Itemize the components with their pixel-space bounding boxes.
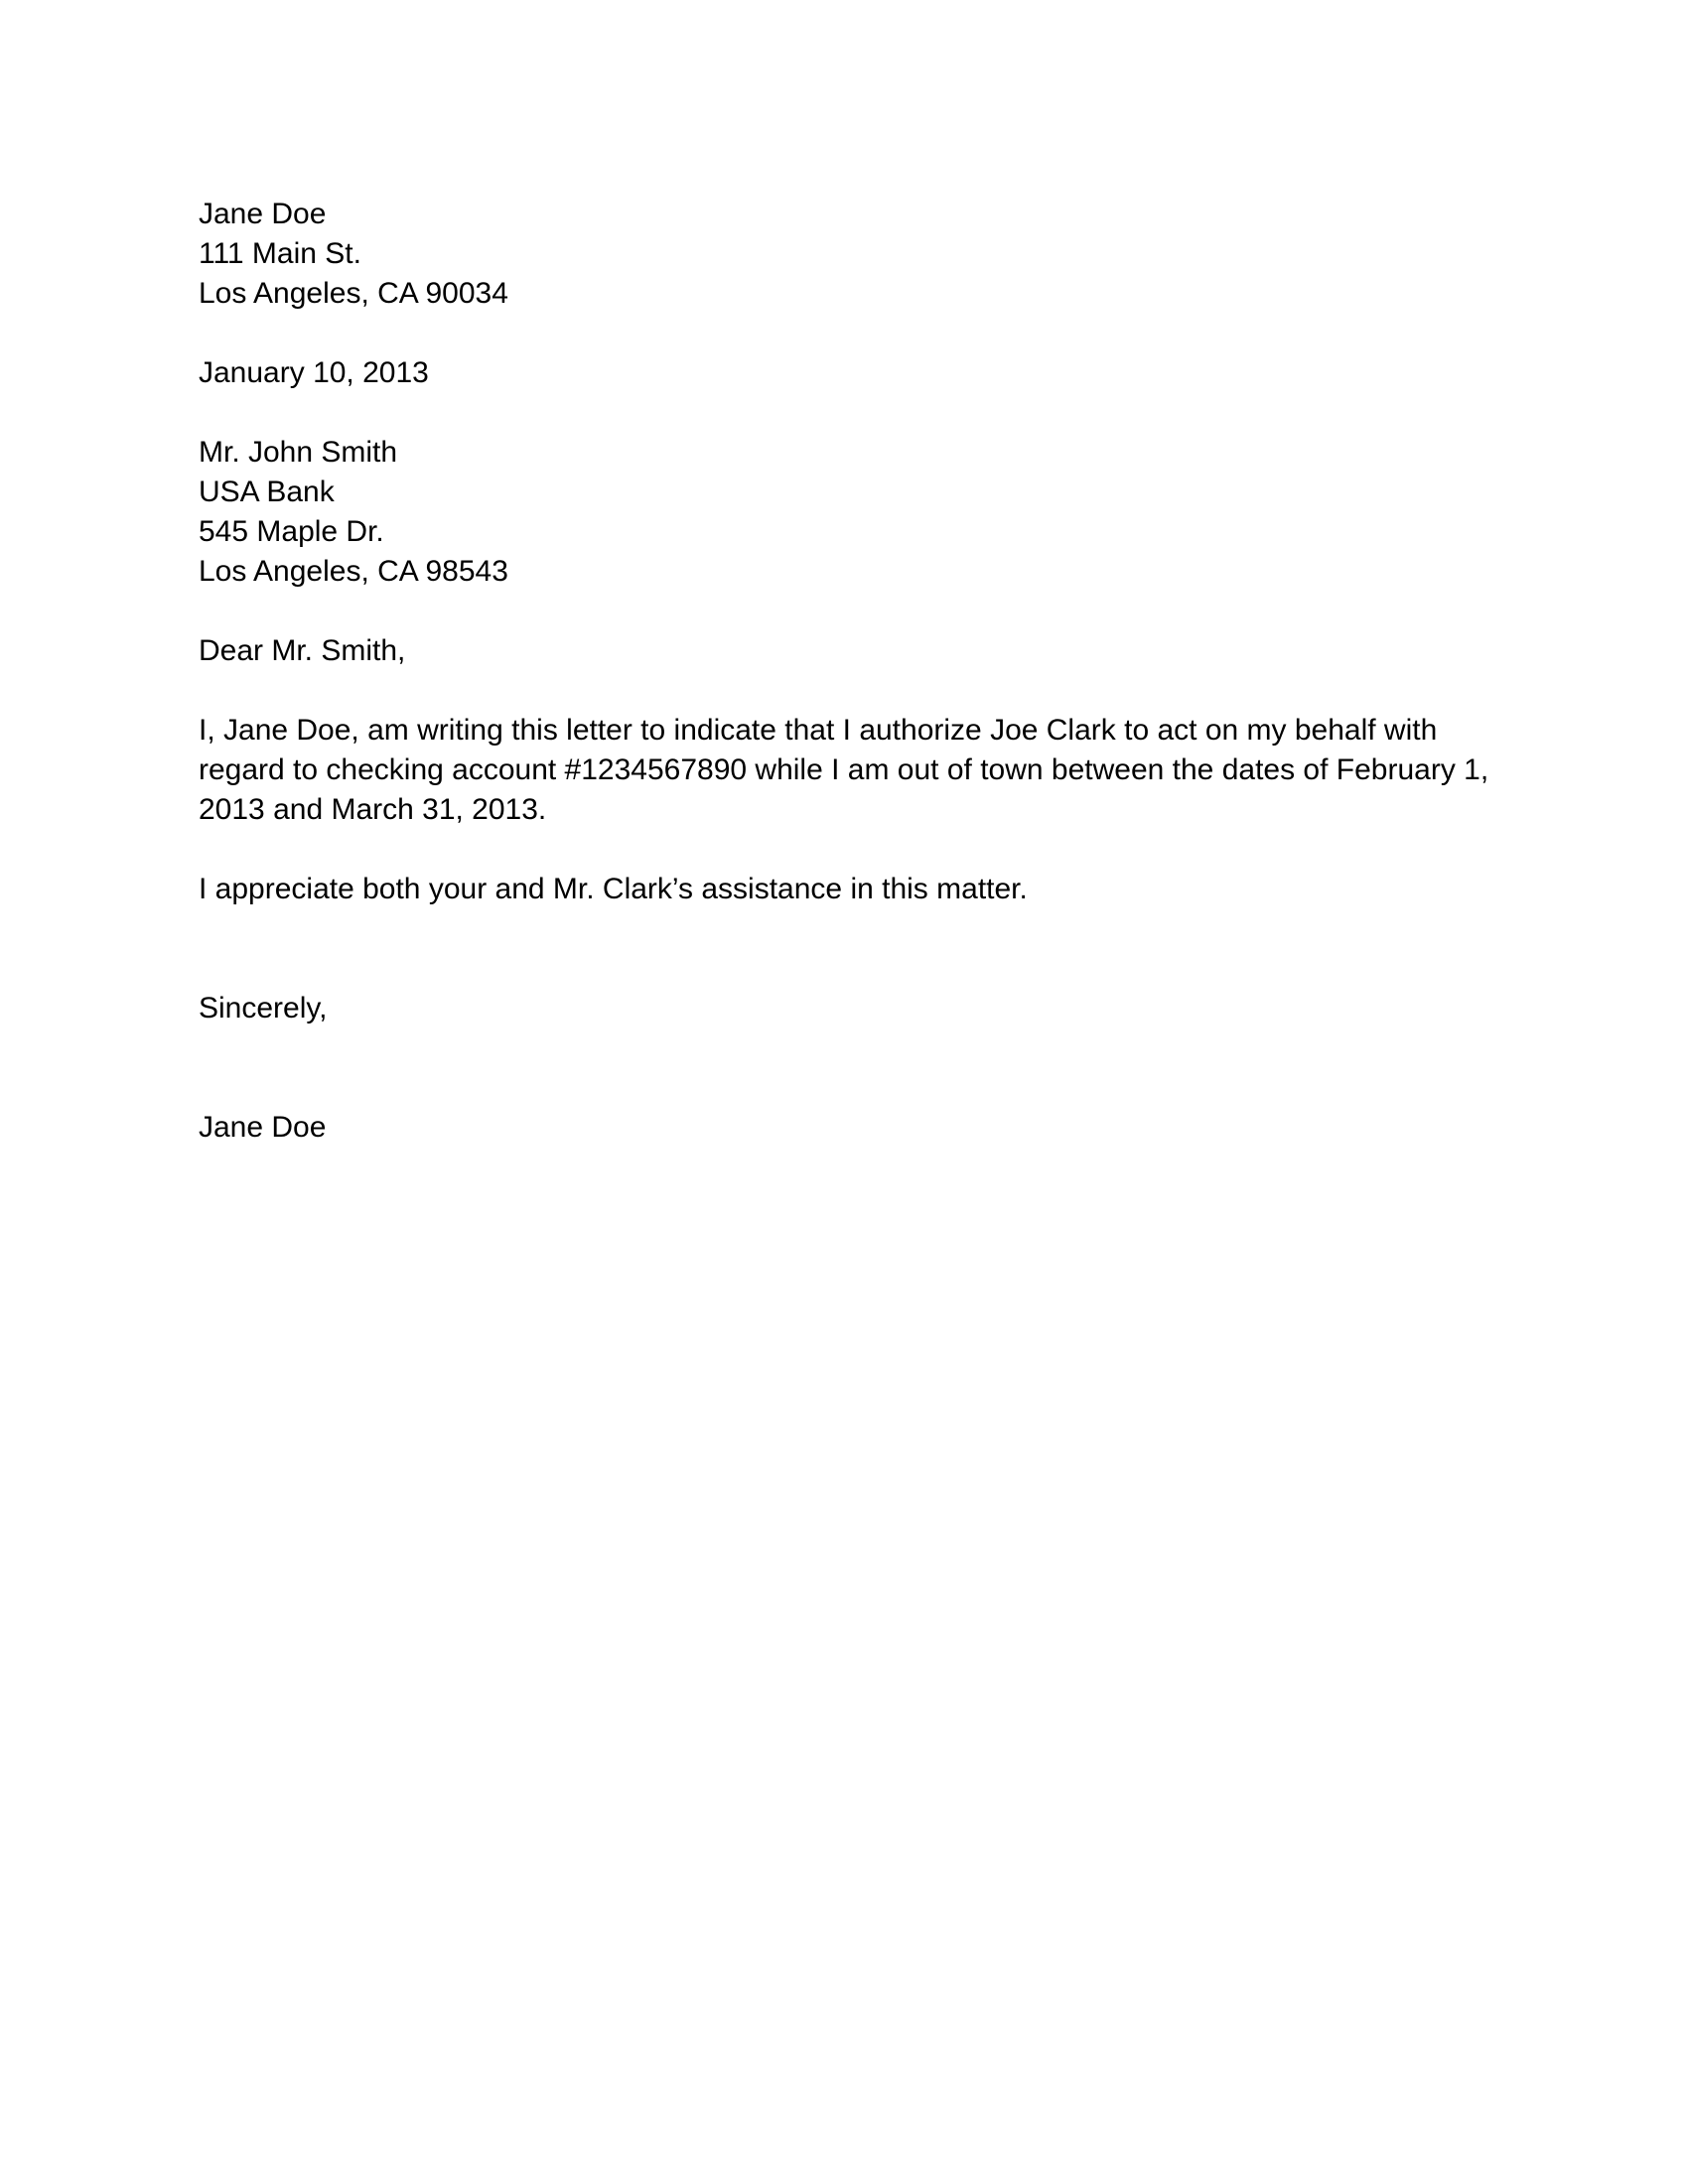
closing: Sincerely,: [199, 992, 328, 1024]
date-block: [199, 353, 1489, 393]
recipient-street: 545 Maple Dr.: [199, 515, 384, 548]
body-paragraph-1: I, Jane Doe, am writing this letter to indicate that I authorize Joe Clark to act on my behalf with regard to checking account #1234567890 while I am out of town between the dates of February 1, 2013 and March 31, 2013.: [199, 714, 1489, 826]
closing-block: [199, 989, 1489, 1028]
signature-name: Jane Doe: [199, 1111, 327, 1144]
letter-date: January 10, 2013: [199, 356, 429, 389]
recipient-organization: USA Bank: [199, 476, 335, 508]
salutation-block: [199, 631, 1489, 671]
signature-block: [199, 1108, 1489, 1148]
recipient-address-block: [199, 433, 1489, 592]
sender-name: Jane Doe: [199, 198, 327, 230]
sender-street: 111 Main St.: [199, 237, 361, 270]
body-paragraph-2: I appreciate both your and Mr. Clark’s assistance in this matter.: [199, 873, 1028, 905]
recipient-city-line: Los Angeles, CA 98543: [199, 555, 508, 588]
salutation: Dear Mr. Smith,: [199, 634, 406, 667]
sender-address-block: [199, 195, 1489, 314]
recipient-name: Mr. John Smith: [199, 436, 398, 469]
letter-content: [199, 195, 1489, 1148]
sender-city-line: Los Angeles, CA 90034: [199, 277, 508, 310]
